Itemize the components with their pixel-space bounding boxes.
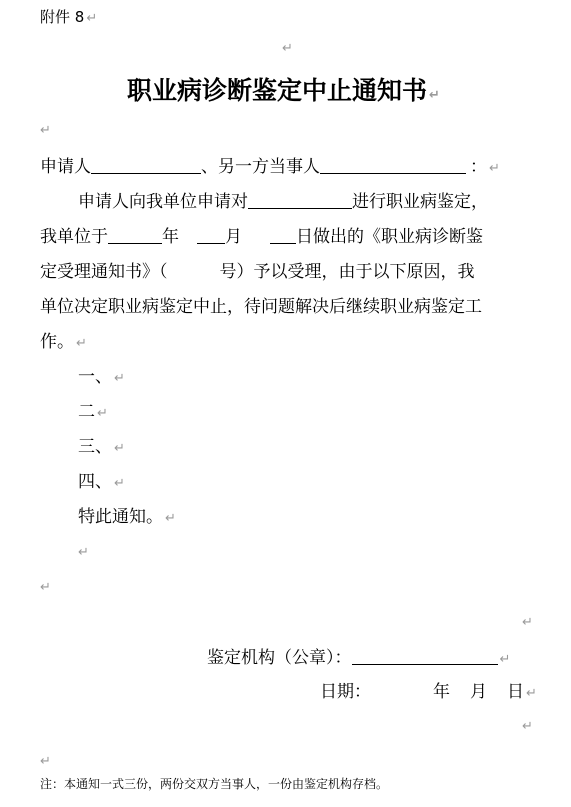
paragraph-mark-icon: ↵ — [97, 406, 108, 421]
paragraph-mark-icon: ↵ — [40, 754, 51, 769]
line3-text-b: 号）予以受理，由于以下原因，我 — [219, 262, 475, 282]
paragraph-line-4 — [40, 299, 482, 316]
list-item — [78, 369, 125, 386]
month-text: 月 — [225, 227, 242, 247]
paragraph-line-2 — [40, 229, 483, 246]
document-title — [127, 78, 440, 103]
date-line — [320, 684, 537, 701]
line1-text-b: 进行职业病鉴定， — [352, 192, 488, 212]
date-month-text: 月 — [470, 682, 487, 702]
list-item — [78, 474, 125, 491]
item-4-text: 四、 — [78, 472, 112, 492]
line5-text: 作。 — [40, 332, 74, 352]
paragraph-mark-icon: ↵ — [282, 41, 293, 56]
organization-label: 鉴定机构（公章）： — [207, 648, 352, 668]
year-blank[interactable] — [108, 229, 162, 244]
item-2-text: 二 — [78, 402, 95, 422]
paragraph-mark-icon: ↵ — [522, 615, 533, 630]
paragraph-mark-icon: ↵ — [499, 652, 511, 667]
title-text: 职业病诊断鉴定中止通知书 — [127, 76, 428, 105]
paragraph-mark-icon: ↵ — [78, 545, 89, 560]
applicant-label: 申请人 — [40, 157, 91, 177]
paragraph-mark-icon: ↵ — [114, 371, 125, 386]
paragraph-mark-icon: ↵ — [526, 686, 537, 701]
line2-text-b: 日做出的《职业病诊断鉴 — [296, 227, 483, 247]
paragraph-mark-icon: ↵ — [86, 11, 98, 26]
closing-text: 特此通知。 — [78, 507, 163, 527]
colon-text: ： — [470, 157, 487, 177]
item-3-text: 三、 — [78, 437, 112, 457]
attachment-text: 附件 8 — [40, 8, 85, 26]
list-item — [78, 404, 108, 421]
paragraph-mark-icon: ↵ — [489, 161, 500, 176]
organization-seal-line — [207, 650, 510, 667]
paragraph-mark-icon: ↵ — [114, 476, 125, 491]
paragraph-mark-icon: ↵ — [114, 441, 125, 456]
footnote — [40, 778, 388, 790]
other-party-label: 、另一方当事人 — [201, 157, 320, 177]
paragraph-line-1 — [78, 194, 488, 211]
date-year-text: 年 — [433, 682, 450, 702]
date-label: 日期： — [320, 682, 371, 702]
line1-text-a: 申请人向我单位申请对 — [78, 192, 248, 212]
paragraph-line-3 — [40, 264, 475, 281]
paragraph-mark-icon: ↵ — [522, 719, 533, 734]
attachment-label — [40, 10, 97, 25]
date-day-text: 日 — [507, 682, 524, 702]
paragraph-mark-icon: ↵ — [429, 88, 440, 103]
month-blank[interactable] — [197, 229, 225, 244]
list-item — [78, 439, 125, 456]
applicant-blank[interactable] — [91, 159, 201, 174]
paragraph-mark-icon: ↵ — [40, 123, 51, 138]
footnote-text: 注：本通知一式三份，两份交双方当事人，一份由鉴定机构存档。 — [40, 777, 389, 791]
paragraph-mark-icon: ↵ — [40, 580, 51, 595]
disease-blank[interactable] — [248, 194, 352, 209]
day-blank[interactable] — [270, 229, 296, 244]
paragraph-mark-icon: ↵ — [165, 511, 176, 526]
other-party-blank[interactable] — [320, 159, 466, 174]
parties-line — [40, 159, 500, 176]
organization-blank[interactable] — [352, 650, 498, 665]
item-1-text: 一、 — [78, 367, 112, 387]
paragraph-mark-icon: ↵ — [76, 336, 87, 351]
closing-line — [78, 509, 176, 526]
line3-text-a: 定受理通知书》（ — [40, 262, 168, 282]
line4-text: 单位决定职业病鉴定中止，待问题解决后继续职业病鉴定工 — [40, 297, 482, 317]
paragraph-line-5 — [40, 334, 87, 351]
line2-text-a: 我单位于 — [40, 227, 108, 247]
year-text: 年 — [162, 227, 179, 247]
